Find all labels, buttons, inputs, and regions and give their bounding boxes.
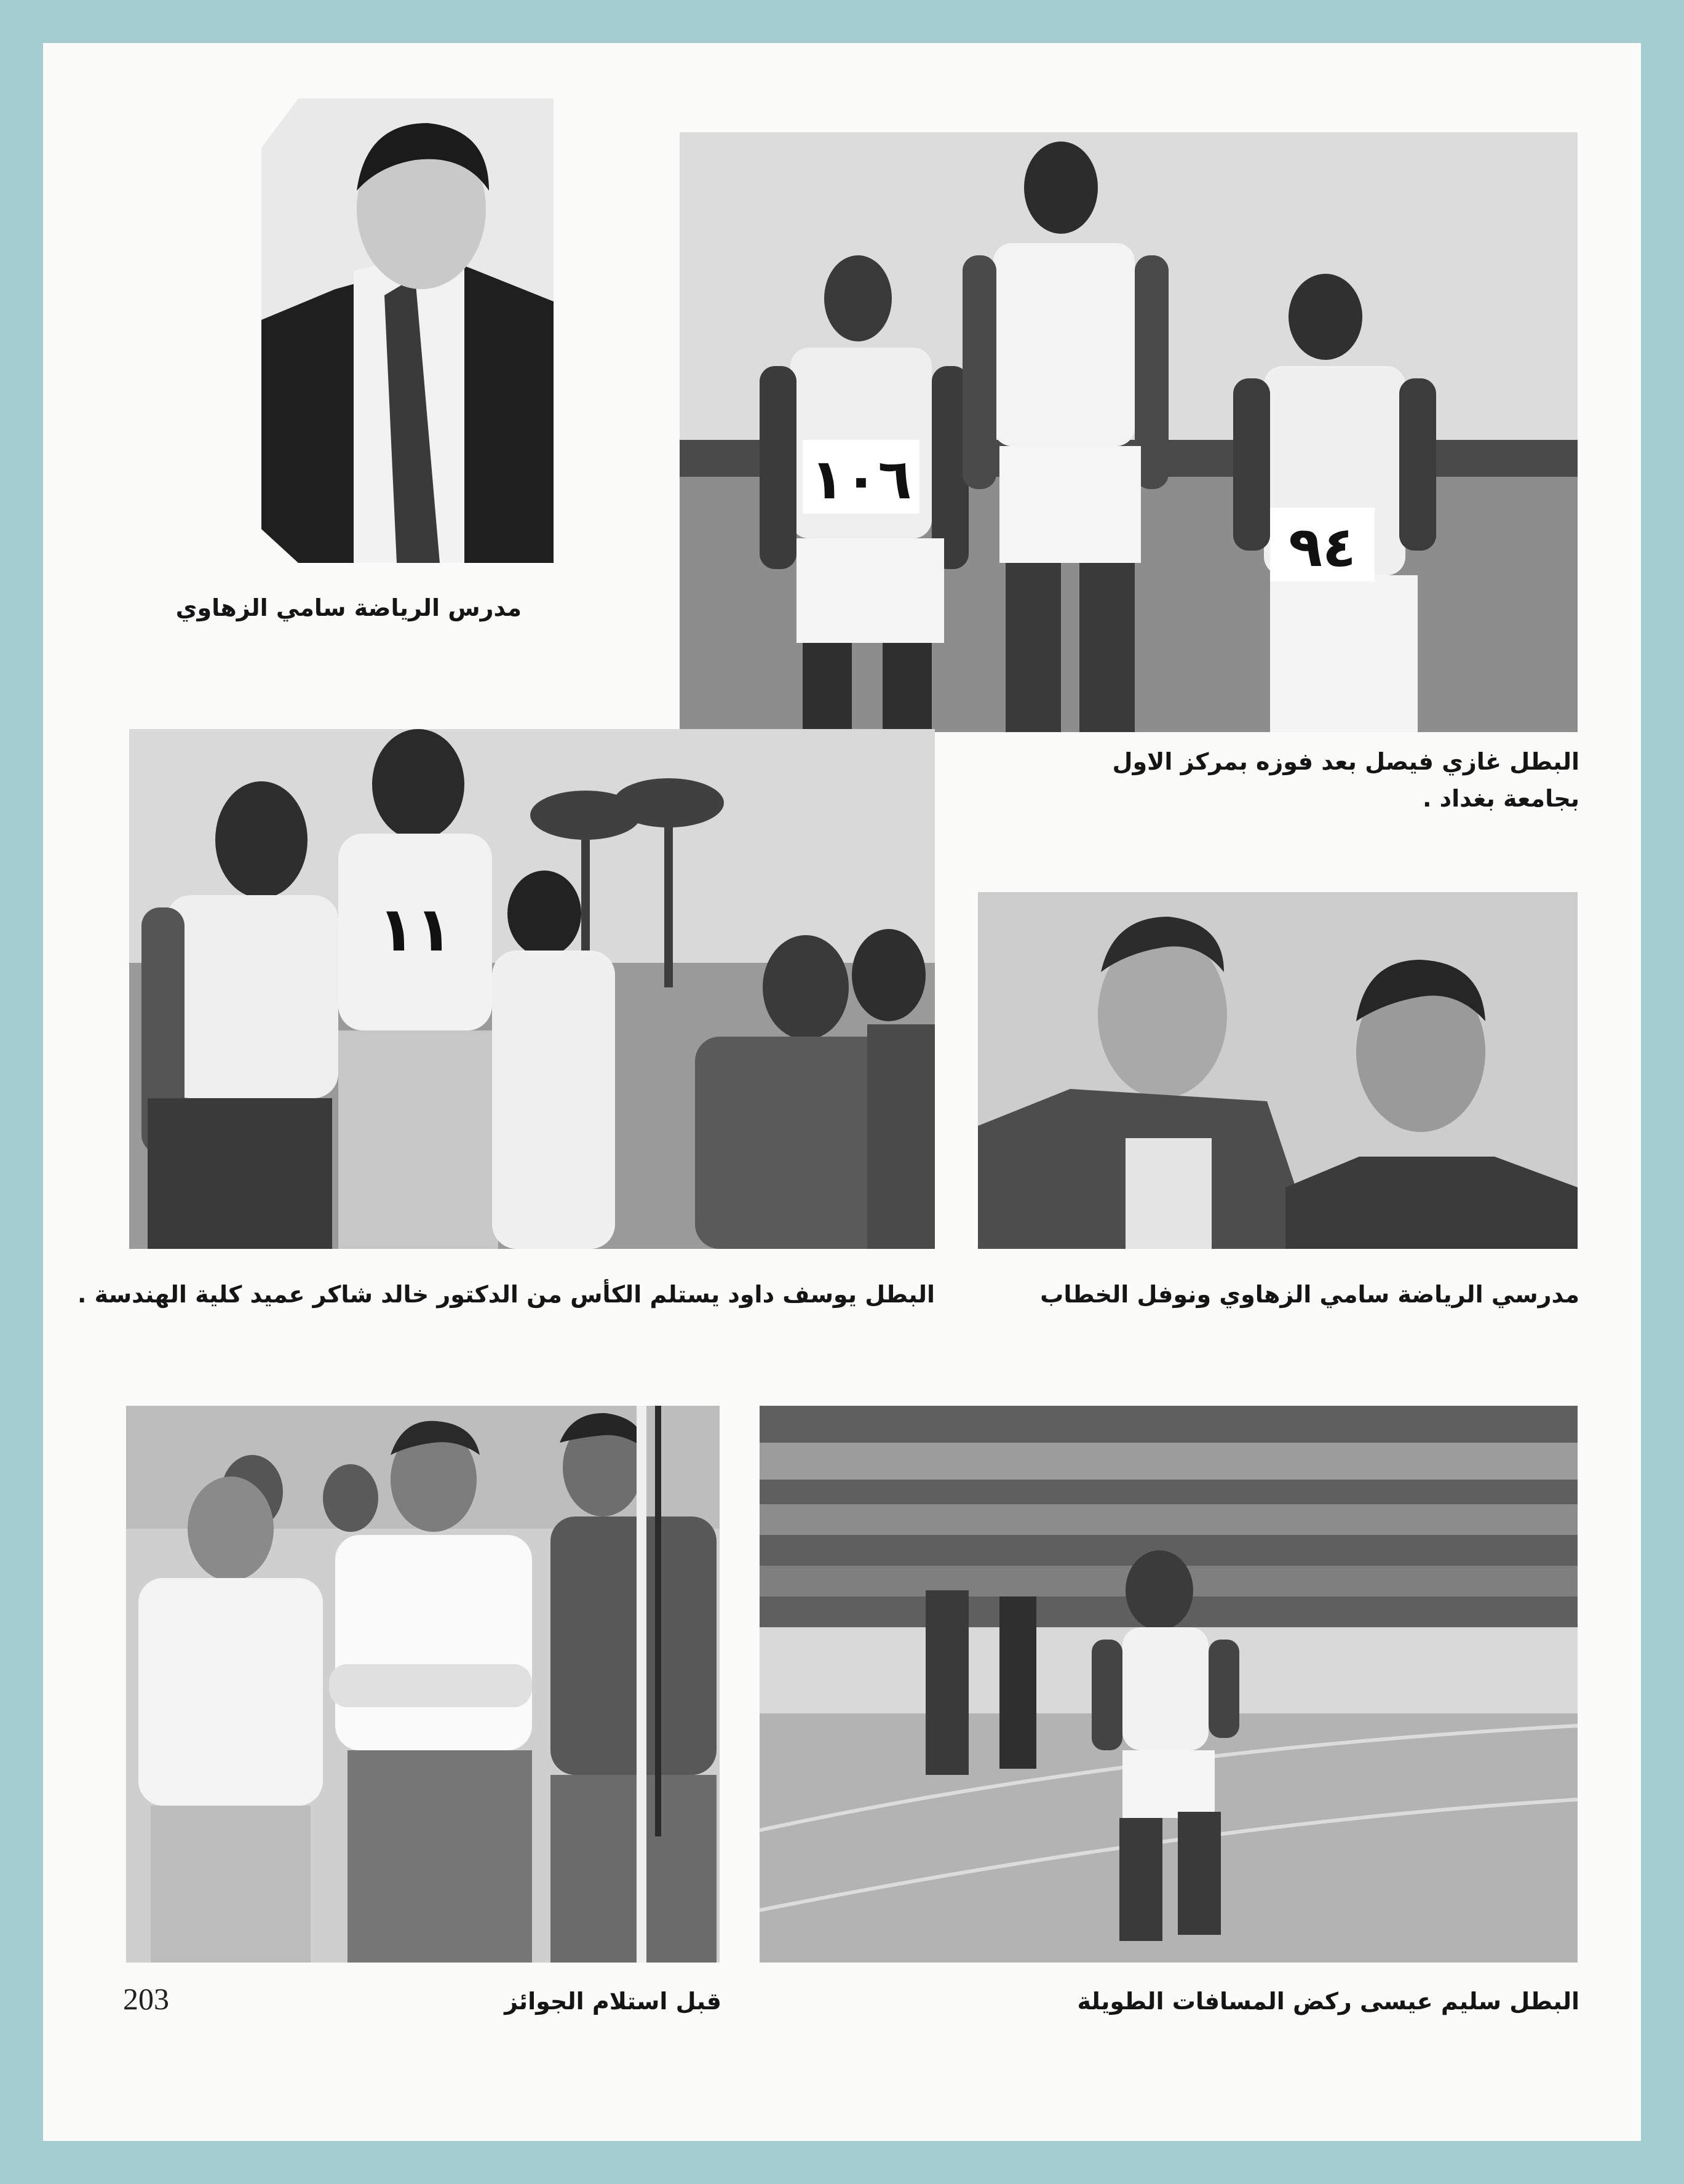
photo-before-prizes [126,1406,720,1963]
bib-11: ١١ [377,893,453,965]
photo-cup-presentation [129,729,935,1249]
caption-runner: البطل سليم عيسى ركض المسافات الطويلة [1077,1988,1579,2015]
photo-portrait-coach [261,98,554,563]
caption-coaches: مدرسي الرياضة سامي الزهاوي ونوفل الخطاب [1040,1281,1579,1308]
photo-long-distance-runner [760,1406,1578,1963]
page-number: 203 [123,1982,169,2016]
caption-podium-line2: بجامعة بغداد . [1422,785,1579,812]
caption-portrait: مدرس الرياضة سامي الزهاوي [175,594,522,621]
caption-prizes: قبل استلام الجوائز [504,1988,721,2015]
photo-coaches [978,892,1578,1249]
caption-podium-line1: البطل غازي فيصل بعد فوزه بمركز الاول [1112,748,1579,775]
magazine-page [43,43,1641,2141]
bib-106: ١٠٦ [810,447,912,512]
bib-94: ٩٤ [1289,515,1356,580]
caption-cup: البطل يوسف داود يستلم الكأس من الدكتور خالد شاكر عميد كلية الهندسة . [77,1281,935,1308]
photo-podium-runners [680,132,1578,732]
